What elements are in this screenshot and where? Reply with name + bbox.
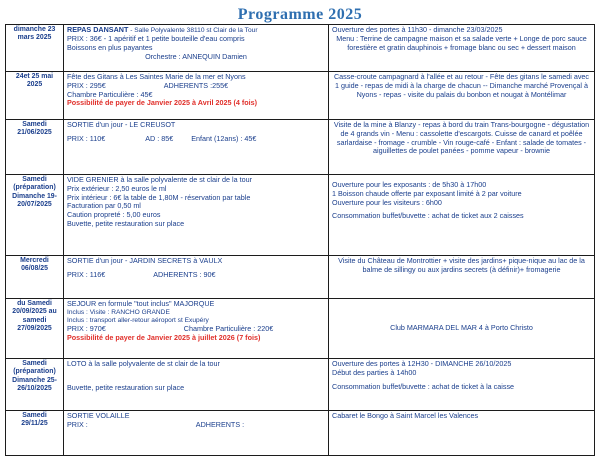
event-name: SORTIE VOLAILLE: [67, 411, 130, 420]
event-info: [329, 411, 595, 456]
payment-note: Possibilité de payer de Janvier 2025 à juillet 2026 (7 fois): [67, 332, 261, 342]
event-details: [64, 25, 329, 72]
payment-note: Possibilité de payer de Janvier 2025 à Avril 2025 (4 fois): [67, 98, 258, 108]
event-name: Fête des Gitans à Les Saintes Marie de la mer et Nyons: [67, 72, 246, 81]
info-line: Ouverture des portes à 11h30 - dimanche 23/03/2025: [332, 25, 503, 34]
event-price: PRIX : 970€: [67, 323, 106, 333]
event-line: Prix intérieur : 6€ la table de 1,80M - réservation par table: [67, 192, 251, 202]
event-date: du Samedi 20/09/2025 au samedi 27/09/2025: [6, 299, 64, 359]
event-info: [329, 25, 595, 72]
event-info: [329, 175, 595, 256]
info-line: Consommation buffet/buvette : achat de ticket à la caisse: [332, 381, 515, 391]
event-info: [329, 299, 595, 359]
event-date: Samedi 29/11/25: [6, 411, 64, 456]
programme-table: [5, 24, 595, 456]
event-date: Samedi (préparation) Dimanche 25-26/10/2025: [6, 359, 64, 411]
info-line: Ouverture pour les exposants : de 5h30 à 17h00: [332, 180, 487, 189]
info-line: Ouverture des portes à 12H30 - DIMANCHE 26/10/2025: [332, 359, 512, 368]
event-details: [64, 72, 329, 120]
table-row: [6, 299, 595, 359]
event-member-price: ADHERENTS :: [195, 419, 245, 429]
event-details: [64, 120, 329, 175]
event-name: VIDE GRENIER à la salle polyvalente de st clair de la tour: [67, 175, 252, 184]
event-details: [64, 256, 329, 299]
event-name: SEJOUR en formule "tout inclus" MAJORQUE: [67, 299, 215, 308]
event-info: [329, 359, 595, 411]
event-line: Buvette, petite restauration sur place: [67, 218, 185, 228]
info-text: Cabaret le Bongo à Saint Marcel les Valences: [332, 411, 479, 420]
table-row: [6, 25, 595, 72]
event-member-price: ADHERENTS :255€: [163, 80, 229, 90]
event-date: Samedi (préparation) Dimanche 19-20/07/2025: [6, 175, 64, 256]
page-title: Programme 2025: [237, 6, 363, 23]
event-venue: - JARDIN SECRETS à VAULX: [122, 256, 223, 265]
event-line: Boissons en plus payantes: [67, 42, 153, 52]
info-text: Visite du Château de Montrottier + visite des jardins+ pique-nique au lac de la balme de sillingy ou aux jardins secrets (à définir)+ fromagerie: [338, 256, 585, 274]
event-line: Inclus : Visite : RANCHO GRANDE: [67, 308, 170, 316]
info-line: Début des parties à 14h00: [332, 367, 417, 377]
info-line: Menu : Terrine de campagne maison et sa salade verte + Longe de porc sauce forestière et gratin dauphinois + fromage blanc ou sec + dessert maison: [336, 33, 587, 52]
event-name: LOTO à la salle polyvalente de st clair de la tour: [67, 359, 220, 368]
event-details: [64, 299, 329, 359]
event-details: [64, 359, 329, 411]
event-name: REPAS DANSANT: [67, 25, 129, 34]
event-child-price: Enfant (12ans) : 45€: [191, 133, 257, 143]
event-room-price: Chambre Particulière : 220€: [183, 323, 274, 333]
event-info: [329, 256, 595, 299]
event-price: PRIX : 295€: [67, 80, 106, 90]
info-line: Consommation buffet/buvette : achat de ticket aux 2 caisses: [332, 211, 524, 221]
event-member-price: ADHERENTS : 90€: [153, 269, 216, 279]
event-line: Inclus : transport aller-retour aéroport st Exupéry: [67, 316, 209, 324]
event-line: PRIX : 36€ - 1 apéritif et 1 petite bouteille d'eau compris: [67, 34, 245, 44]
event-line: Prix extérieur : 2,50 euros le ml: [67, 183, 167, 193]
event-info: [329, 72, 595, 120]
event-member-price: AD : 85€: [145, 133, 174, 143]
event-venue: - LE CREUSOT: [122, 120, 176, 129]
table-row: [6, 256, 595, 299]
event-details: [64, 175, 329, 256]
event-name: SORTIE d'un jour: [67, 256, 123, 265]
event-date: Mercredi 06/08/25: [6, 256, 64, 299]
table-row: [6, 359, 595, 411]
table-row: [6, 411, 595, 456]
event-date: 24et 25 mai 2025: [6, 72, 64, 120]
table-row: [6, 72, 595, 120]
event-line: Facturation par 0,50 ml: [67, 201, 141, 211]
event-line: Caution propreté : 5,00 euros: [67, 210, 161, 220]
event-details: [64, 411, 329, 456]
event-info: [329, 120, 595, 175]
event-date: Samedi 21/06/2025: [6, 120, 64, 175]
info-text: Casse-croute campagnard à l'allée et au retour - Fête des gitans le samedi avec 1 guide - repas de midi à la charge de chacun -- Dimanche marché Provençal à Nyons - repas - visite du palais du bonbon et nougat à Montélimar: [333, 72, 590, 99]
event-date: dimanche 23 mars 2025: [6, 25, 64, 72]
event-price: PRIX :: [67, 419, 88, 429]
info-text: Club MARMARA DEL MAR 4 à Porto Christo: [390, 323, 533, 333]
event-extra: Orchestre : ANNEQUIN Damien: [145, 51, 247, 61]
info-line: 1 Boisson chaude offerte par exposant limité à 2 par voiture: [332, 188, 522, 198]
info-text: Visite de la mine à Blanzy - repas à bord du train Trans-bourgogne - dégustation de 4 grands vin - Menu : cassolette d'escargots. Cuisse de canard et poêlée sarlardaise - fromage - crumble - Vin rouge-café - Enfant : salade de tomates - aiguillettes de poulet panées - pomme vapeur - brownie: [333, 120, 590, 156]
event-name: SORTIE d'un jour: [67, 120, 123, 129]
event-line: Chambre Particulière : 45€: [67, 89, 153, 99]
event-price: PRIX : 116€: [67, 269, 106, 279]
table-row: [6, 120, 595, 175]
event-venue: - Salle Polyvalente 38110 st Clair de la Tour: [128, 27, 258, 34]
info-line: Ouverture pour les visiteurs : 6h00: [332, 197, 442, 207]
table-row: [6, 175, 595, 256]
event-price: PRIX : 110€: [67, 133, 106, 143]
event-extra: Buvette, petite restauration sur place: [67, 382, 185, 392]
